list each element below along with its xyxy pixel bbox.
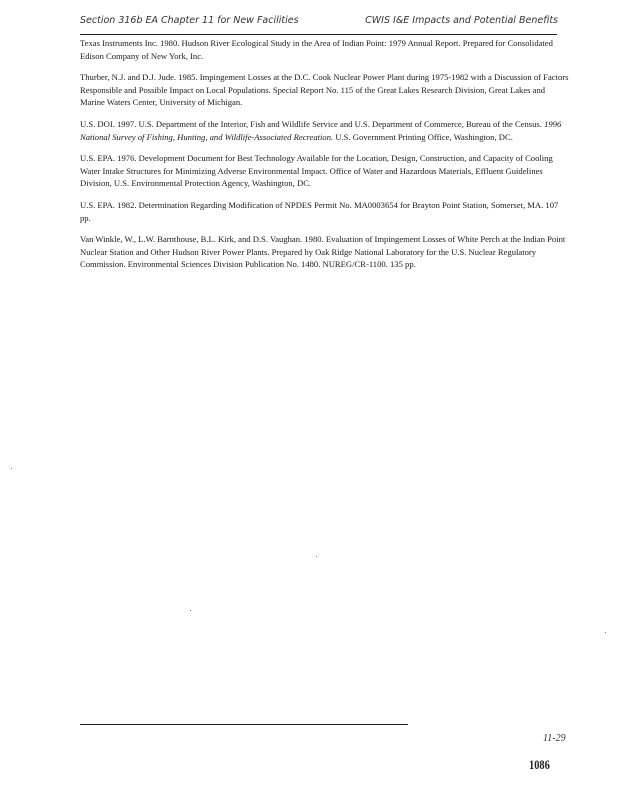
reference-entry — [80, 37, 570, 62]
reference-text: U.S. DOI. 1997. U.S. Department of the Interior, Fish and Wildlife Service and U.S. Department of Commerce, Bureau of the Census. — [80, 118, 545, 129]
reference-title: 1996 National Survey of Fishing, Hunting, and Wildlife-Associated Recreation. — [80, 118, 562, 142]
reference-text: Thurber, N.J. and D.J. Jude. 1985. Impingement Losses at the D.C. Cook Nuclear Power Plant during 1975-1982 with a Discussion of Factors Responsible and Possible Impact on Local Populations. Special Report No. 115 of the Great Lakes Research Division, Great Lakes and Marine Waters Center, University of Michigan. — [80, 72, 569, 108]
reference-entry — [80, 118, 570, 143]
page-number: 11-29 — [543, 733, 566, 744]
reference-text: Texas Instruments Inc. 1980. Hudson River Ecological Study in the Area of Indian Point: 1979 Annual Report. Prepared for Consolidated Edison Company of New York, Inc. — [80, 38, 553, 61]
reference-text-end: U.S. Government Printing Office, Washington, DC. — [333, 131, 513, 142]
scan-speck — [605, 632, 606, 633]
scan-speck — [11, 468, 12, 469]
reference-entry — [80, 233, 570, 271]
reference-text: Van Winkle, W., L.W. Barnthouse, B.L. Kirk, and D.S. Vaughan. 1980. Evaluation of Impingement Losses of White Perch at the Indian Point Nuclear Station and Other Hudson River Power Plants. Prepared by Oak Ridge National Laboratory for the U.S. Nuclear Regulatory Commission. Environmental Sciences Division Publication No. 1480. NUREG/CR-1100. 135 pp. — [80, 234, 566, 270]
header-section-title: Section 316b EA Chapter 11 for New Facilities — [80, 15, 299, 26]
reference-text: U.S. EPA. 1982. Determination Regarding Modification of NPDES Permit No. MA0003654 for Brayton Point Station, Somerset, MA. 107 pp. — [80, 199, 559, 223]
header-chapter-title: CWIS I&E Impacts and Potential Benefits — [365, 15, 558, 26]
footer-divider — [80, 724, 408, 725]
header-divider — [80, 34, 557, 35]
scan-speck — [316, 556, 317, 557]
reference-entry — [80, 152, 570, 190]
scan-speck — [190, 610, 191, 611]
reference-text: U.S. EPA. 1976. Development Document for Best Technology Available for the Location, Design, Construction, and Capacity of Cooling Water Intake Structures for Minimizing Adverse Environmental Impact. Office of Water and Hazardous Materials, Effluent Guidelines Division, U.S. Environmental Protection Agency, Washington, DC. — [80, 153, 553, 189]
reference-entry — [80, 199, 570, 224]
bates-stamp: 1086 — [529, 757, 550, 772]
reference-entry — [80, 71, 570, 109]
reference-list — [80, 37, 570, 280]
